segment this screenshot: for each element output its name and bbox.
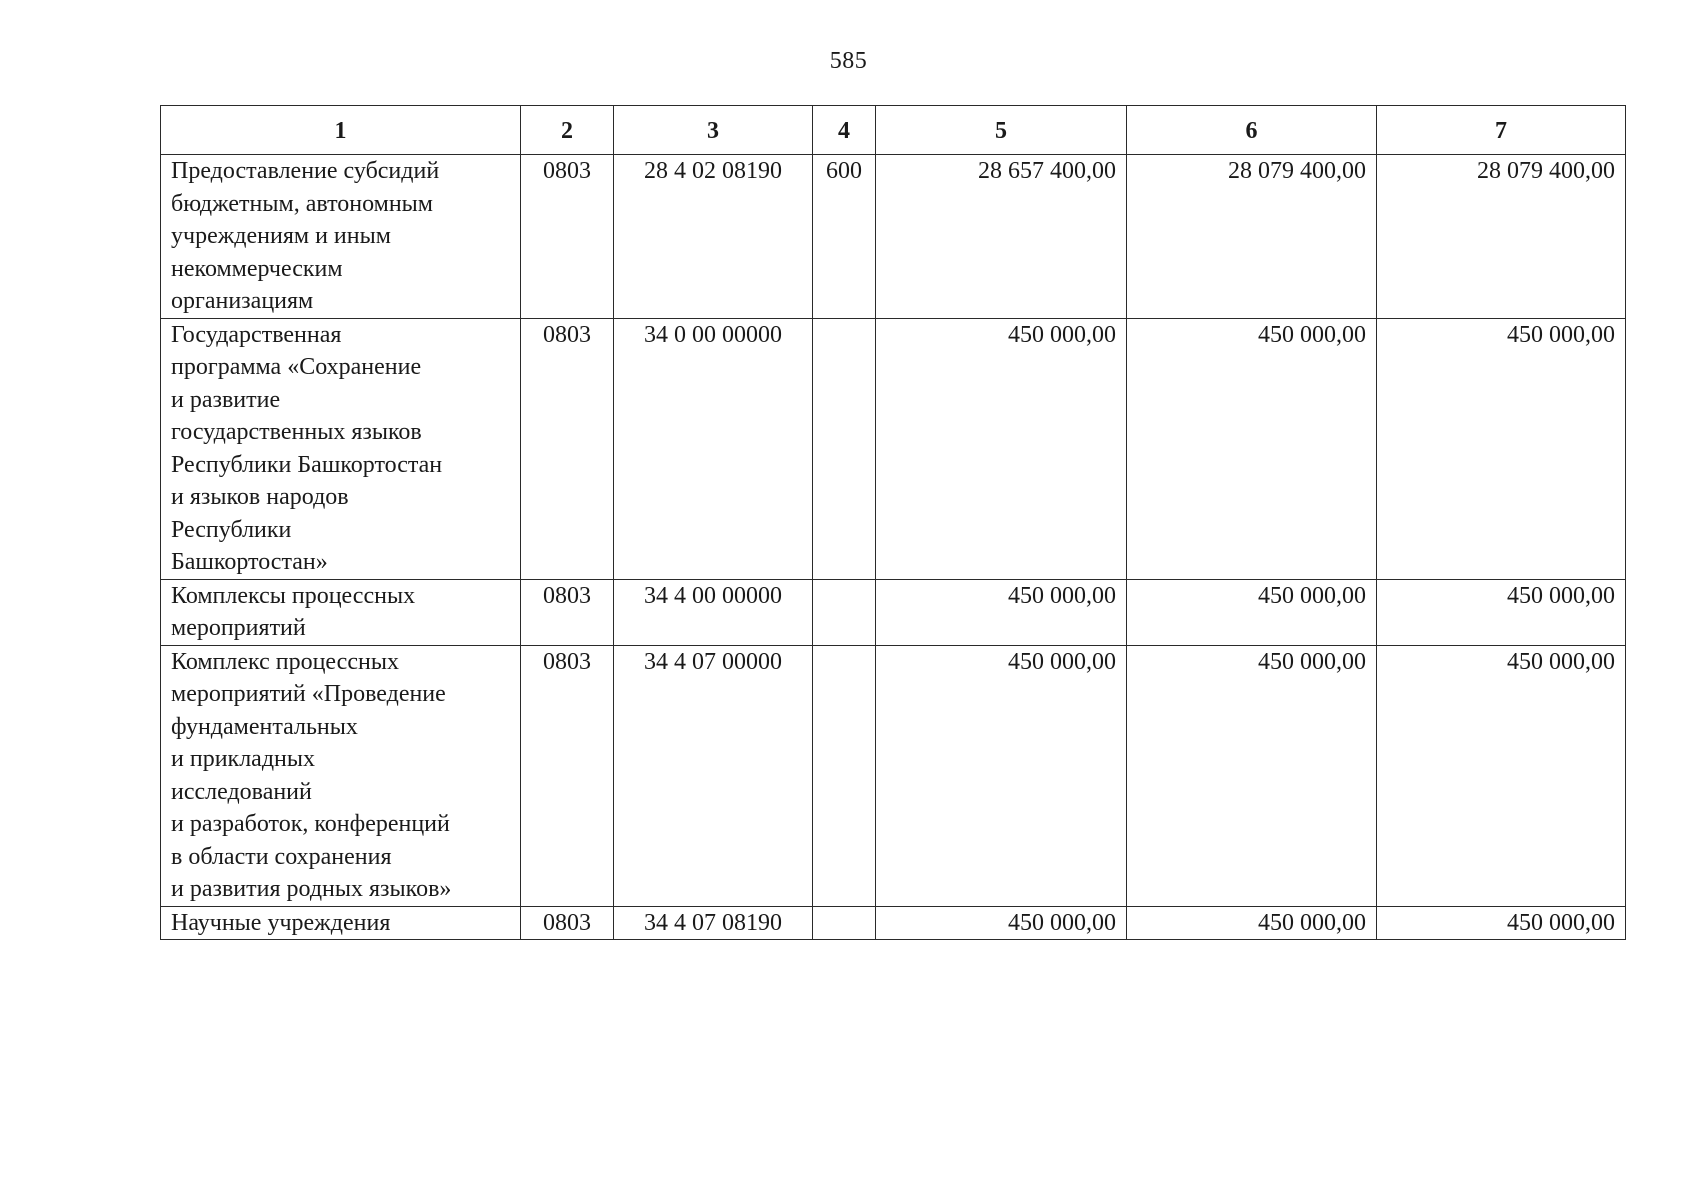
header-col-2: 2 xyxy=(521,106,614,155)
row-amount-col-7: 450 000,00 xyxy=(1377,318,1626,579)
row-name-line: Республики xyxy=(171,516,292,543)
row-section-code: 0803 xyxy=(521,906,614,940)
row-amount-col-5: 450 000,00 xyxy=(876,645,1127,906)
header-col-1: 1 xyxy=(161,106,521,155)
row-expense-type xyxy=(813,318,876,579)
row-section-code: 0803 xyxy=(521,579,614,645)
table-row xyxy=(161,645,1626,906)
row-amount-col-7: 28 079 400,00 xyxy=(1377,155,1626,319)
row-section-code: 0803 xyxy=(521,318,614,579)
row-name-line: мероприятий «Проведение xyxy=(171,681,446,707)
row-name-line: фундаментальных xyxy=(171,713,358,740)
row-name xyxy=(161,645,521,906)
row-name-line: и развитие xyxy=(171,386,281,413)
row-amount-col-7: 450 000,00 xyxy=(1377,579,1626,645)
row-amount-col-6: 450 000,00 xyxy=(1127,579,1377,645)
table-body xyxy=(161,155,1626,940)
row-expense-type: 600 xyxy=(813,155,876,319)
row-name-line: Республики Башкортостан xyxy=(171,451,443,478)
header-col-6: 6 xyxy=(1127,106,1377,155)
row-name-line: Государственная xyxy=(171,321,342,348)
row-amount-col-5: 450 000,00 xyxy=(876,318,1127,579)
row-name xyxy=(161,579,521,645)
row-amount-col-7: 450 000,00 xyxy=(1377,645,1626,906)
row-target-code: 28 4 02 08190 xyxy=(614,155,813,319)
row-amount-col-5: 450 000,00 xyxy=(876,906,1127,940)
row-name xyxy=(161,906,521,940)
table-row xyxy=(161,318,1626,579)
row-expense-type xyxy=(813,645,876,906)
row-name-line: исследований xyxy=(171,778,312,805)
row-amount-col-6: 450 000,00 xyxy=(1127,645,1377,906)
row-name-line: мероприятий xyxy=(171,615,306,641)
row-name-line: и прикладных xyxy=(171,746,315,772)
row-target-code: 34 4 07 00000 xyxy=(614,645,813,906)
table-row xyxy=(161,155,1626,319)
row-amount-col-6: 450 000,00 xyxy=(1127,318,1377,579)
row-amount-col-6: 28 079 400,00 xyxy=(1127,155,1377,319)
table-row xyxy=(161,906,1626,940)
row-name-line: Башкортостан» xyxy=(171,549,328,575)
row-name-line: Предоставление субсидий xyxy=(171,158,440,184)
row-name-line: программа «Сохранение xyxy=(171,354,422,380)
row-expense-type xyxy=(813,906,876,940)
row-target-code: 34 4 07 08190 xyxy=(614,906,813,940)
row-amount-col-5: 28 657 400,00 xyxy=(876,155,1127,319)
row-target-code: 34 4 00 00000 xyxy=(614,579,813,645)
header-row xyxy=(161,106,1626,155)
page-number: 585 xyxy=(829,48,868,74)
row-section-code: 0803 xyxy=(521,645,614,906)
row-name-line: и языков народов xyxy=(171,484,349,510)
row-amount-col-6: 450 000,00 xyxy=(1127,906,1377,940)
row-name-line: бюджетным, автономным xyxy=(171,190,433,217)
row-name-line: государственных языков xyxy=(171,419,422,445)
row-name-line: некоммерческим xyxy=(171,255,343,282)
row-name-line: и разработок, конференций xyxy=(171,811,450,837)
row-name-line: Комплексы процессных xyxy=(171,582,416,609)
row-name-line: и развития родных языков» xyxy=(171,876,452,902)
row-name-line: в области сохранения xyxy=(171,843,392,870)
row-amount-col-7: 450 000,00 xyxy=(1377,906,1626,940)
header-col-5: 5 xyxy=(876,106,1127,155)
row-name xyxy=(161,318,521,579)
row-section-code: 0803 xyxy=(521,155,614,319)
table-header xyxy=(161,106,1626,155)
header-col-3: 3 xyxy=(614,106,813,155)
header-col-7: 7 xyxy=(1377,106,1626,155)
row-name xyxy=(161,155,521,319)
row-expense-type xyxy=(813,579,876,645)
row-name-line: Комплекс процессных xyxy=(171,648,399,675)
row-target-code: 34 0 00 00000 xyxy=(614,318,813,579)
row-name-line: организациям xyxy=(171,288,314,314)
header-col-4: 4 xyxy=(813,106,876,155)
row-amount-col-5: 450 000,00 xyxy=(876,579,1127,645)
budget-table xyxy=(160,105,1626,940)
table-row xyxy=(161,579,1626,645)
row-name-line: Научные учреждения xyxy=(171,909,391,936)
row-name-line: учреждениям и иным xyxy=(171,223,391,249)
